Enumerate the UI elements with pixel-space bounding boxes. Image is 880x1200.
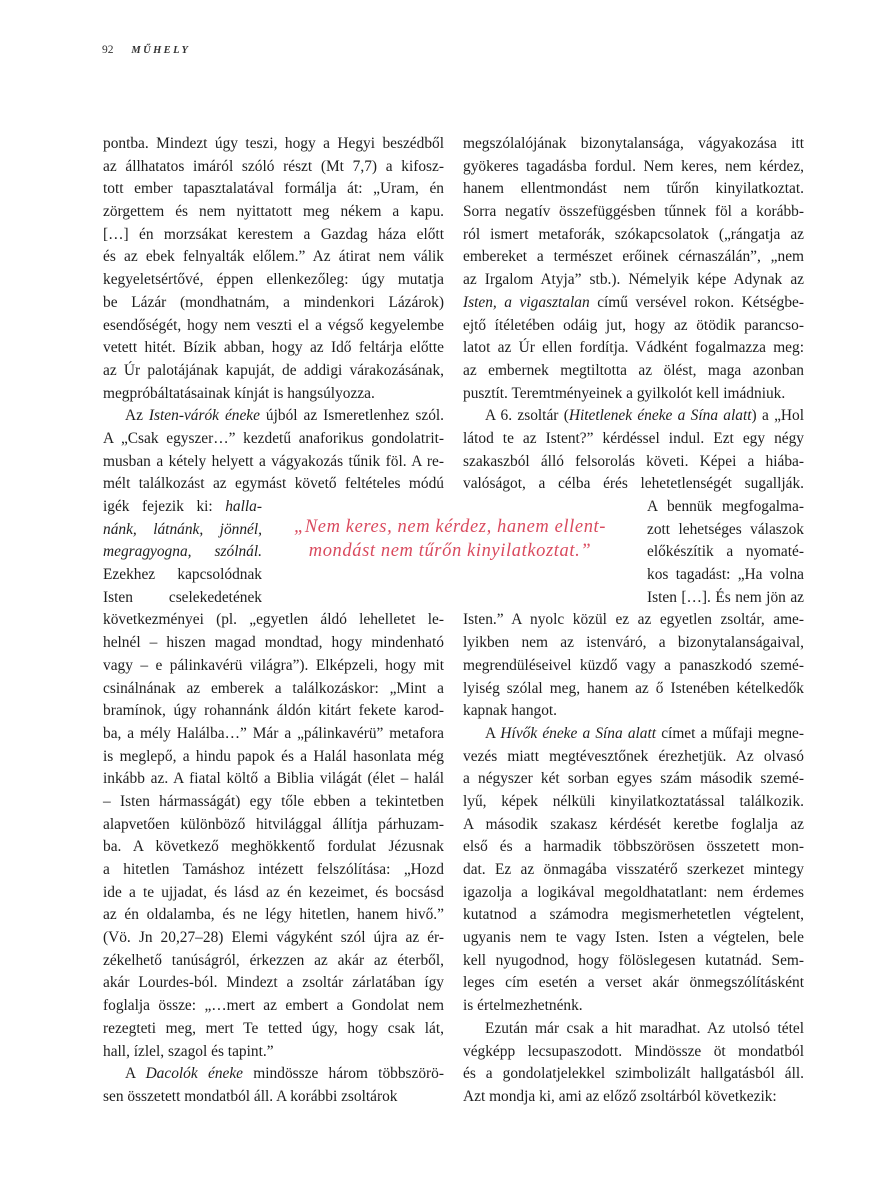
text-line: […] én morzsákat kerestem a Gazdag háza előtt — [103, 225, 444, 243]
text-line: akár Lourdes-ból. Mindezt a zsoltár zárlatában így — [103, 974, 444, 992]
text-line: Isten, a vigasztalan című versével rokon. Kétségbe- — [463, 293, 804, 311]
text-line: Ezekhez kapcsolódnak — [103, 566, 262, 584]
right-text-column — [463, 133, 804, 1109]
text-line: – Isten hármasságát) egy tőle ebben a tekintetben — [103, 792, 444, 810]
text-line: pontba. Mindezt úgy teszi, hogy a Hegyi beszédből — [103, 135, 444, 152]
text-line: következményei (pl. „egyetlen áldó lehelletet le- — [103, 611, 444, 629]
text-line: és az ebek felnyalták előlem.” Az átirat nem válik — [103, 248, 444, 266]
text-line: a hitetlen Tamáshoz intézett felszólítása: „Hozd — [103, 861, 444, 878]
text-line: nánk, látnánk, jönnél, — [103, 520, 262, 538]
text-line: vagy – e pálinkavérü világra”). Elképzeli, hogy mit — [103, 656, 444, 674]
text-line: Isten […]. És nem jön az — [647, 588, 804, 606]
text-line: embereket a természet erőinek cérnaszálán”, „nem — [463, 248, 804, 266]
left-text-column — [103, 133, 444, 1109]
text-line: lyű, képek nélküli kinyilatkoztatással találkozik. — [463, 792, 804, 810]
text-line: hanem ellentmondást nem tűrőn kinyilatkoztat. — [463, 180, 804, 198]
text-line: Ezután már csak a hit maradhat. Az utolsó tétel — [485, 1019, 804, 1037]
text-line: lyiség szólal meg, hanem az ő Istenében kételkedők — [463, 679, 804, 697]
text-line: A „Csak egyszer…” kezdetű anaforikus gondolatrit- — [103, 429, 444, 447]
text-line: az Irgalom Atyja” stb.). Némelyik képe Adynak az — [463, 271, 804, 289]
text-line: bramínok, úgy rohannánk áldón kitárt fekete karod- — [103, 702, 444, 720]
section-title: MŰHELY — [131, 45, 191, 56]
text-line: kos tagadást: „Ha volna — [647, 566, 804, 584]
page-number: 92 — [102, 44, 114, 56]
text-line: A Dacolók éneke mindössze három többszörö- — [125, 1065, 444, 1083]
text-line: az én oldalamba, és ne légy hitetlen, hanem hivő.” — [103, 906, 444, 924]
text-line: lyikben nem az istenváró, a bizonytalanságaival, — [463, 634, 804, 652]
text-line: az embernek megtiltotta az ölést, maga azonban — [463, 361, 804, 379]
text-line: ba, a mély Halálba…” Már a „pálinkavérü” metafora — [103, 724, 444, 742]
text-line: csinálnának az emberek a találkozáskor: „Mint a — [103, 679, 444, 697]
text-line: gyökeres tagadásba fordul. Nem keres, nem kérdez, — [463, 157, 804, 175]
text-line: igék fejezik ki: halla- — [103, 498, 262, 515]
text-line: ide a te ujjadat, és lásd az én kezeimet, és bocsásd — [103, 883, 444, 901]
text-line: leges cím esetén a verset akár önmegszólításként — [463, 974, 804, 992]
text-line: az állhatatos imáról szóló részt (Mt 7,7) a kifosz- — [103, 157, 444, 175]
text-line: foglalja össze: „…mert az embert a Gondolat nem — [103, 997, 444, 1015]
running-head — [102, 44, 190, 56]
text-line: Isten.” A nyolc közül ez az egyetlen zsoltár, ame- — [463, 611, 804, 629]
text-line: ba. A következő meghökkentő fordulat Jézusnak — [103, 838, 444, 856]
text-line: kutatnod a számodra megismerhetetlen végtelent, — [463, 906, 804, 924]
text-line: alapvetően különböző hitvilággal állítja párhuzam- — [103, 815, 444, 833]
text-line: A 6. zsoltár (Hitetlenek éneke a Sína alatt) a „Hol — [485, 407, 804, 425]
text-line: musban a kétely helyett a vágyakozás tűnik föl. A re- — [103, 452, 444, 470]
text-line: szakaszból álló felsorolás követi. Képei a hiába- — [463, 452, 804, 470]
text-line: kell nyugodnod, hogy fölöslegesen kutatnád. Sem- — [463, 951, 804, 969]
text-line: (Vö. Jn 20,27–28) Elemi vágyként szól újra az ér- — [103, 929, 444, 947]
text-line: be Lázár (mondhatnám, a mindenkori Lázárok) — [103, 293, 444, 311]
text-line: A bennük megfogalma- — [647, 498, 804, 515]
text-line: rezegteti meg, mert Te tetted úgy, hogy csak lát, — [103, 1019, 444, 1037]
text-line: inkább az. A fiatal költő a Biblia világát (élet – halál — [103, 770, 444, 788]
text-line: sen összetett mondatból áll. A korábbi zsoltárok — [103, 1087, 398, 1105]
text-line: kapnak hangot. — [463, 702, 558, 720]
text-line: végképp lecsupaszodott. Mindössze öt mondatból — [463, 1042, 804, 1060]
text-line: előkészítik a nyomaté- — [647, 543, 804, 561]
text-line: Isten cselekedetének — [103, 588, 262, 606]
text-line: első és a harmadik többszörösen összetett mon- — [463, 838, 804, 856]
text-line: a négyszer két sorban egyes szám második szemé- — [463, 770, 804, 788]
text-line: A Hívők éneke a Sína alatt címet a műfaji megne- — [485, 724, 804, 742]
text-line: latot az Úr ellen fordítja. Vádként fogalmazza meg: — [463, 339, 804, 357]
text-line: pusztít. Teremtményeinek a gyilkolót kell imádniuk. — [463, 384, 786, 402]
text-line: hall, ízlel, szagol és tapint.” — [103, 1042, 274, 1060]
text-line: vezés miatt megtévesztőnek érezhetjük. Az olvasó — [463, 747, 804, 765]
text-line: zékelhető tanúságról, érkezzen az akár az éterből, — [103, 951, 444, 969]
text-line: ejtő ítéletében odáig jut, hogy az ötödik parancso- — [463, 316, 804, 334]
text-line: és a gondolatjelekkel szimbolizált hallgatásból áll. — [463, 1065, 804, 1083]
text-line: Sorra negatív összefüggésben tűnnek föl a korább- — [463, 203, 804, 221]
text-line: helnél – hiszen magad mondtad, hogy mindenható — [103, 634, 444, 652]
text-line: dat. Ez az önmagába visszatérő szerkezet mintegy — [463, 861, 804, 878]
text-line: valóságot, a célba érés lehetetlenségét sugallják. — [463, 475, 804, 493]
text-line: kegyeletsértővé, éppen ellenkezőleg: úgy mutatja — [103, 271, 444, 289]
text-line: tott ember tapasztalatával formálja át: „Uram, én — [103, 180, 444, 198]
text-line: megrendüléseivel küzdő vagy a panaszkodó szemé- — [463, 656, 804, 674]
text-line: zott lehetséges válaszok — [647, 520, 804, 538]
pull-quote-line: mondást nem tűrőn kinyilatkoztat.” — [308, 541, 592, 561]
text-line: vetett hitét. Bízik abban, hogy az Idő feltárja előtte — [103, 339, 444, 357]
text-line: látod te az Istent?” kérdéssel indul. Ezt egy négy — [463, 429, 804, 447]
text-line: Az Isten-várók éneke újból az Ismeretlenhez szól. — [125, 407, 445, 425]
text-line: A második szakasz kérdését keretbe foglalja az — [463, 815, 804, 833]
text-line: ugyanis nem te vagy Isten. Isten a végtelen, bele — [463, 929, 804, 947]
text-line: megragyogna, szólnál. — [103, 543, 262, 561]
text-line: megszólalójának bizonytalansága, vágyakozása itt — [463, 135, 804, 152]
text-line: is meglepő, a hindu papok és a Halál hasonlata még — [103, 747, 444, 765]
text-line: megpróbáltatásainak kínját is hangsúlyozza. — [103, 384, 375, 402]
text-line: igazolja a logikával megoldhatatlant: nem érdemes — [463, 883, 804, 901]
text-line: is értelmezhetnénk. — [463, 997, 583, 1015]
text-line: Azt mondja ki, ami az előző zsoltárból következik: — [463, 1087, 777, 1105]
text-line: mélt találkozást az egymást követő feltételes módú — [103, 475, 444, 493]
pull-quote-line: „Nem keres, nem kérdez, hanem ellent- — [293, 517, 607, 537]
text-line: zörgettem és nem nyittatott meg nékem a kapu. — [103, 203, 444, 221]
text-line: az Úr palotájának kapuját, de addigi várakozásának, — [103, 361, 444, 379]
text-line: ról ismert metaforák, szókapcsolatok („rángatja az — [463, 225, 804, 243]
pull-quote — [270, 515, 630, 563]
text-line: esendőségét, hogy nem veszti el a végső kegyelembe — [103, 316, 444, 334]
